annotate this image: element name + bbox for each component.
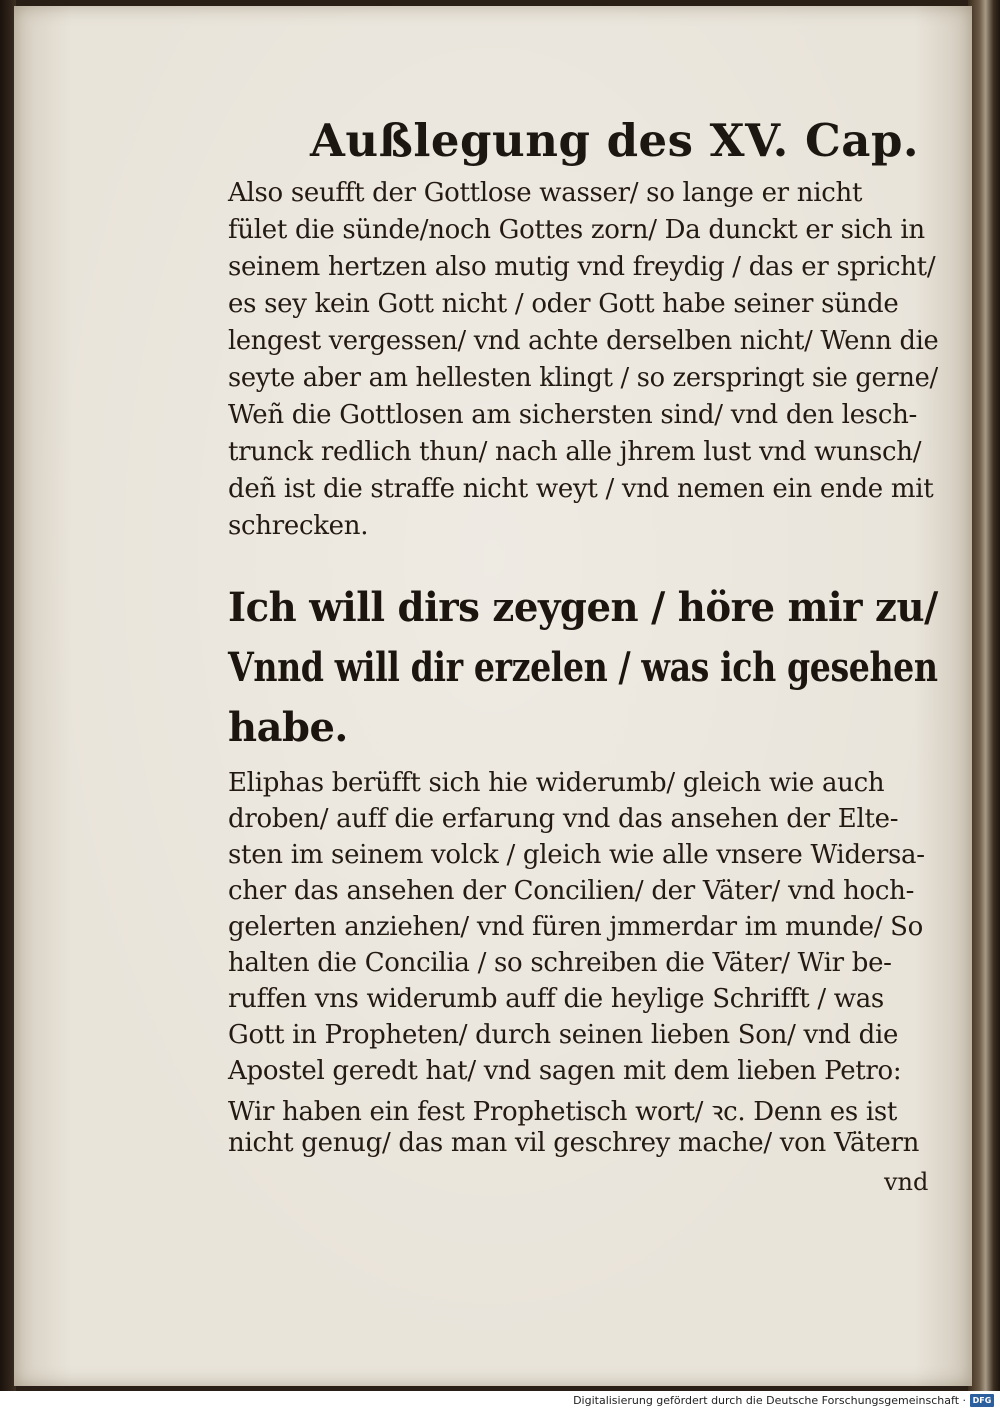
text-line: cher das ansehen der Concilien/ der Väter/ vnd hoch-: [228, 876, 915, 906]
quotation-line: Vnnd will dir erzelen / was ich gesehen: [228, 644, 938, 691]
text-line: Eliphas berüfft sich hie widerumb/ gleich wie auch: [228, 768, 885, 798]
quotation-line: habe.: [228, 704, 348, 751]
text-line: Also seufft der Gottlose wasser/ so lange er nicht: [228, 178, 863, 208]
text-line: Weñ die Gottlosen am sichersten sind/ vnd den lesch-: [228, 400, 918, 430]
text-line: Apostel geredt hat/ vnd sagen mit dem lieben Petro:: [228, 1056, 902, 1086]
quotation-line: Ich will dirs zeygen / höre mir zu/: [228, 584, 938, 631]
text-line: nicht genug/ das man vil geschrey mache/ von Vätern: [228, 1128, 920, 1158]
text-line: es sey kein Gott nicht / oder Gott habe seiner sünde: [228, 289, 899, 319]
text-line: gelerten anziehen/ vnd füren jmmerdar im munde/ So: [228, 912, 924, 942]
text-line: ruffen vns widerumb auff die heylige Schrifft / was: [228, 984, 884, 1014]
text-line: deñ ist die straffe nicht weyt / vnd nemen ein ende mit: [228, 474, 934, 504]
text-line: droben/ auff die erfarung vnd das ansehen der Elte-: [228, 804, 899, 834]
text-line: schrecken.: [228, 511, 369, 541]
catchword: vnd: [884, 1168, 929, 1196]
text-line: Gott in Propheten/ durch seinen lieben Son/ vnd die: [228, 1020, 899, 1050]
book-page: [14, 6, 972, 1386]
text-line: Wir haben ein fest Prophetisch wort/ ꝛc. Denn es ist: [228, 1097, 898, 1127]
text-line: fület die sünde/noch Gottes zorn/ Da dunckt er sich in: [228, 215, 925, 245]
funding-notice: Digitalisierung gefördert durch die Deutsche Forschungsgemeinschaft ·: [573, 1394, 966, 1407]
text-line: halten die Concilia / so schreiben die Väter/ Wir be-: [228, 948, 892, 978]
text-line: seinem hertzen also mutig vnd freydig / das er spricht/: [228, 252, 936, 282]
text-line: trunck redlich thun/ nach alle jhrem lust vnd wunsch/: [228, 437, 922, 467]
text-line: sten im seinem volck / gleich wie alle vnsere Widersa-: [228, 840, 925, 870]
text-line: lengest vergessen/ vnd achte derselben nicht/ Wenn die: [228, 326, 939, 356]
running-head: Außlegung des XV. Cap.: [310, 114, 920, 167]
footer-bar: [0, 1391, 1000, 1411]
dfg-logo: DFG: [970, 1394, 994, 1407]
text-line: seyte aber am hellesten klingt / so zerspringt sie gerne/: [228, 363, 938, 393]
book-binding-edge: [968, 0, 1000, 1391]
